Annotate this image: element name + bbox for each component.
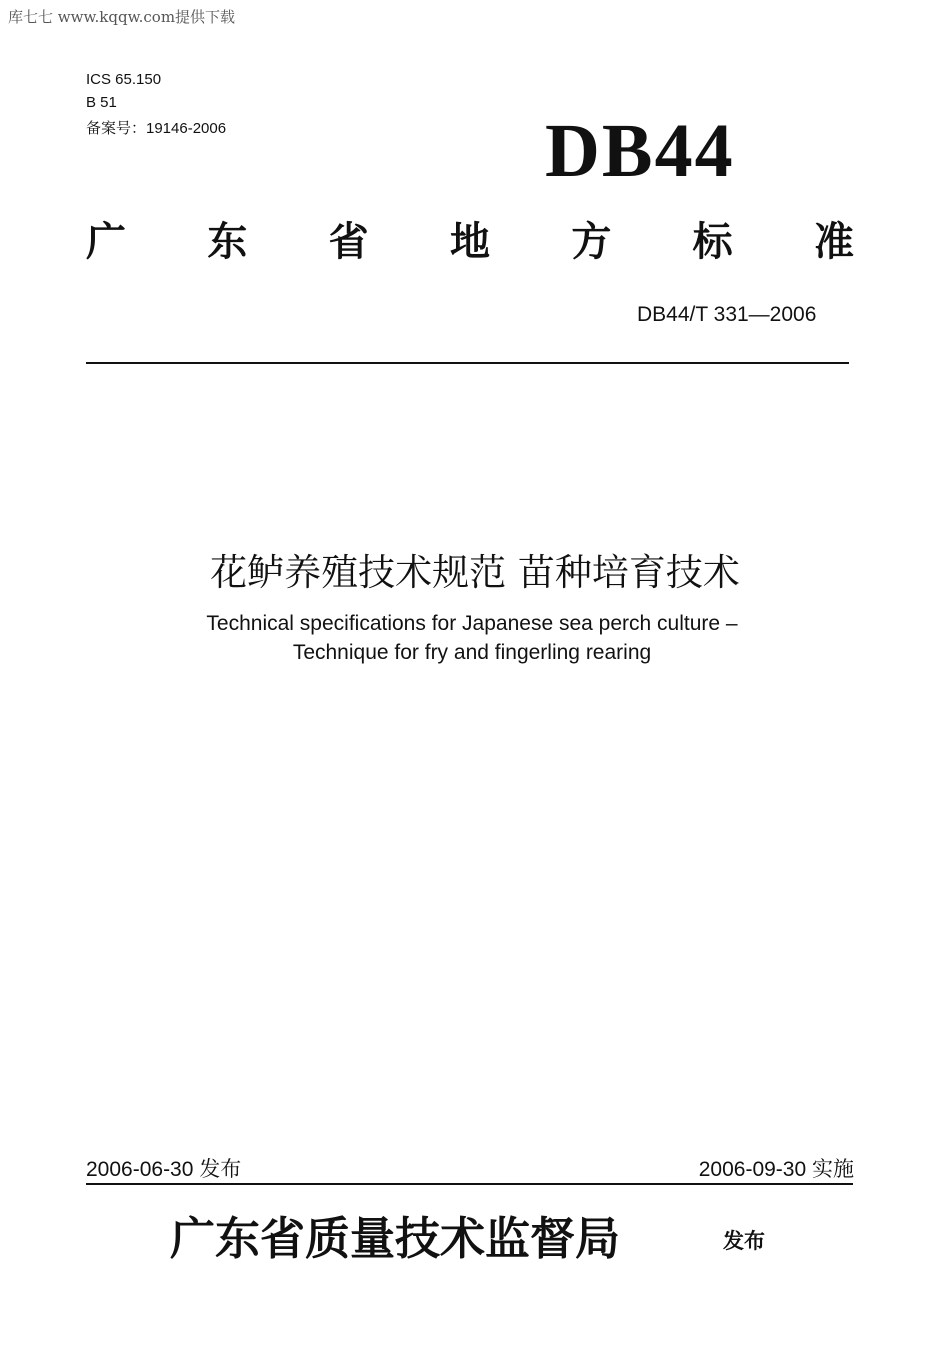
standard-number: DB44/T 331—2006: [637, 303, 817, 326]
standard-type-char: 东: [207, 219, 248, 265]
implementation-date: 2006-09-30 实施: [698, 1158, 854, 1181]
document-title-chinese: 花鲈养殖技术规范 苗种培育技术: [210, 551, 740, 594]
ccs-code: B 51: [86, 94, 117, 111]
standard-type-char: 方: [571, 219, 612, 265]
issue-action-label: 发布: [723, 1229, 765, 1253]
watermark-text: 库七七 www.kqqw.com提供下载: [8, 8, 236, 26]
filing-number: 备案号：19146-2006: [86, 120, 227, 137]
standard-type-char: 标: [692, 219, 733, 265]
issuing-authority: 广东省质量技术监督局: [170, 1212, 621, 1265]
standard-type-char: 省: [328, 219, 369, 265]
footer-divider: [86, 1183, 853, 1185]
db-code-logo: DB44: [545, 109, 735, 193]
header-divider: [86, 362, 849, 364]
standard-type-char: 地: [449, 219, 490, 265]
standard-type-char: 准: [813, 219, 854, 265]
standard-type-heading: [86, 216, 854, 268]
standard-type-char: 广: [86, 219, 126, 265]
document-title-english-line1: Technical specifications for Japanese sea perch culture –: [206, 612, 738, 635]
issue-date: 2006-06-30 发布: [86, 1158, 242, 1181]
document-title-english-line2: Technique for fry and fingerling rearing: [292, 641, 652, 664]
ics-code: ICS 65.150: [86, 71, 162, 88]
